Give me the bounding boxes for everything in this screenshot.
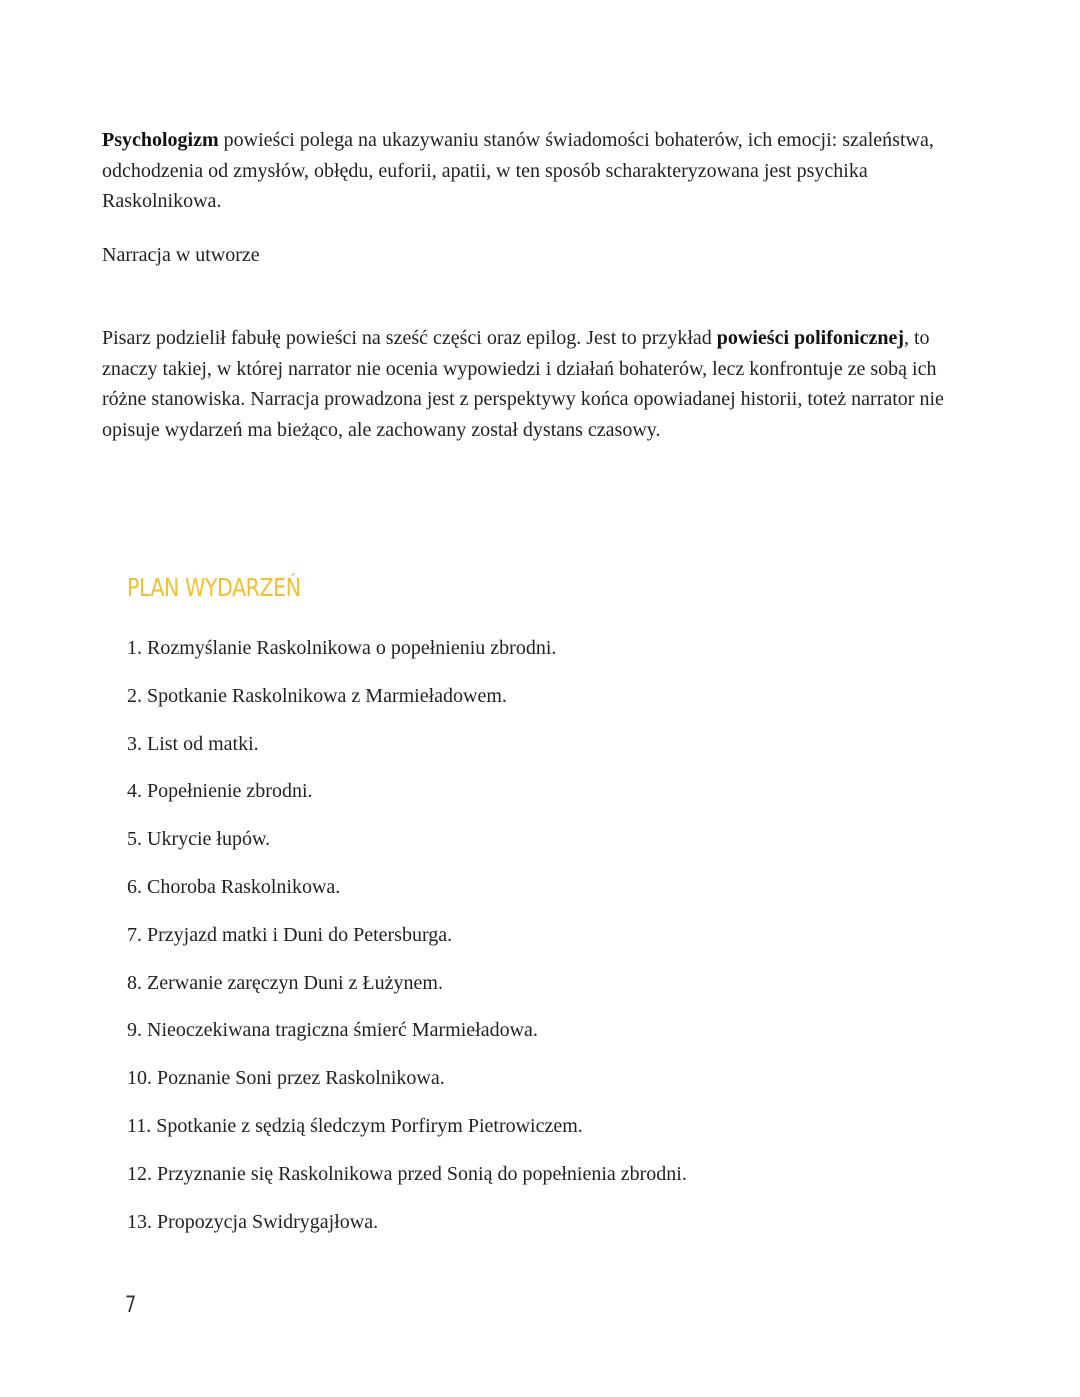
paragraph-psychologizm-text: powieści polega na ukazywaniu stanów świadomości bohaterów, ich emocji: szaleństwa, odchodzenia od zmysłów, obłędu, euforii, apatii, w ten sposób scharakteryzowana jest psychika Raskolnikowa. [102, 129, 934, 212]
term-powiesc-polifoniczna: powieści polifonicznej [716, 327, 904, 349]
plan-item: 1. Rozmyślanie Raskolnikowa o popełnieniu zbrodni. [127, 637, 557, 659]
plan-item: 10. Poznanie Soni przez Raskolnikowa. [127, 1067, 445, 1090]
paragraph-narration-text-before: Pisarz podzielił fabułę powieści na sześć części oraz epilog. Jest to przykład [102, 327, 717, 349]
plan-list [127, 633, 687, 1254]
term-psychologizm: Psychologizm [102, 129, 219, 151]
plan-title: PLAN WYDARZEŃ [127, 573, 301, 602]
narration-heading: Narracja w utworze [102, 244, 260, 266]
plan-item: 11. Spotkanie z sędzią śledczym Porfirym Pietrowiczem. [127, 1114, 583, 1137]
plan-item: 7. Przyjazd matki i Duni do Petersburga. [127, 923, 453, 946]
plan-item: 3. List od matki. [127, 732, 259, 755]
page-number: 7 [125, 1293, 137, 1318]
paragraph-narration [102, 323, 982, 445]
plan-item: 5. Ukrycie łupów. [127, 828, 271, 851]
plan-item: 13. Propozycja Swidrygajłowa. [127, 1210, 379, 1233]
plan-item: 12. Przyznanie się Raskolnikowa przed Sonią do popełnienia zbrodni. [127, 1162, 687, 1185]
plan-item: 9. Nieoczekiwana tragiczna śmierć Marmieładowa. [127, 1019, 538, 1042]
plan-item: 4. Popełnienie zbrodni. [127, 780, 313, 803]
plan-item: 6. Choroba Raskolnikowa. [127, 875, 341, 898]
plan-item: 2. Spotkanie Raskolnikowa z Marmieładowem. [127, 684, 507, 707]
plan-item: 8. Zerwanie zaręczyn Duni z Łużynem. [127, 971, 443, 994]
paragraph-narration-text-after: , to znaczy takiej, w której narrator nie ocenia wypowiedzi i działań bohaterów, lecz konfrontuje ze sobą ich różne stanowiska. Narracja prowadzona jest z perspektywy końca opowiadanej historii, toteż narrator nie opisuje wydarzeń ma bieżąco, ale zachowany został dystans czasowy. [102, 327, 944, 441]
paragraph-psychologizm [102, 125, 982, 217]
